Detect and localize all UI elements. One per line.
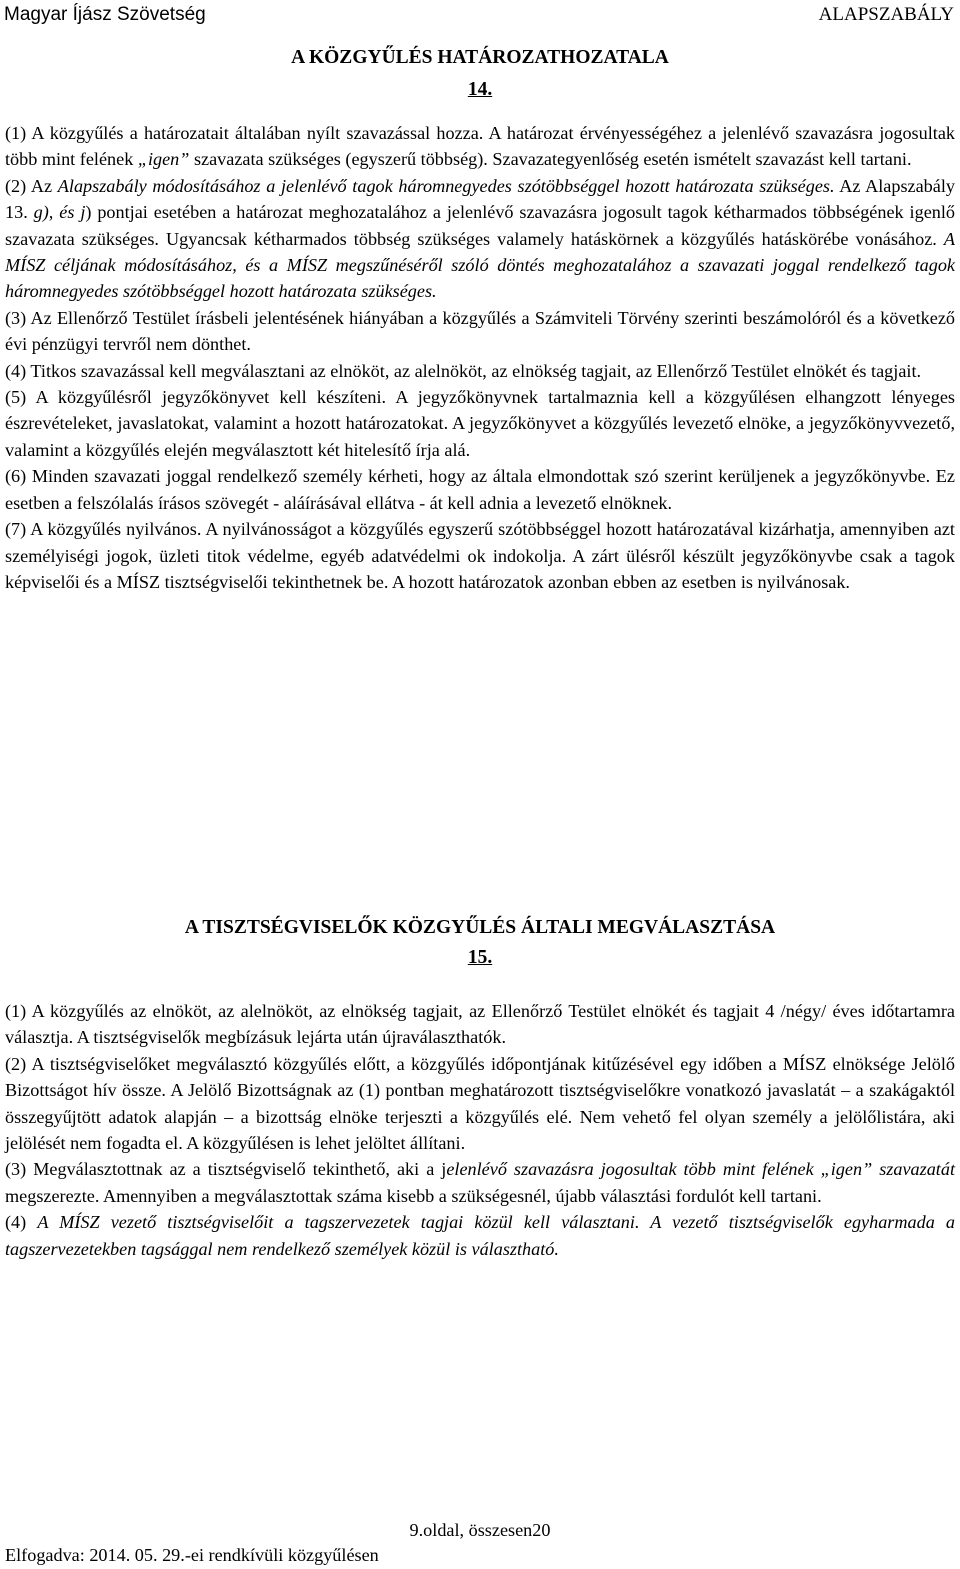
header-organization: Magyar Íjász Szövetség (4, 4, 206, 25)
section-14-body (5, 120, 955, 595)
paragraph: (4) A MÍSZ vezető tisztségviselőit a tagszervezetek tagjai közül kell választani. A vezető tisztségviselők egyharmada a tagszervezetekben tagsággal nem rendelkező személyek közül is választható. (5, 1212, 955, 1259)
paragraph: (7) A közgyűlés nyilvános. A nyilvánosságot a közgyűlés egyszerű szótöbbséggel hozott határozatával kizárhatja, amennyiben azt személyiségi jogok, üzleti titok védelme, egyéb adatvédelmi ok indokolja. A zárt ülésről készült jegyzőkönyvbe csak a tagok képviselői és a MÍSZ tisztségviselői tekinthetnek be. A hozott határozatok azonban ebben az esetben is nyilvánosak. (5, 519, 955, 592)
section-15-number: 15. (467, 947, 493, 968)
paragraph: (1) A közgyűlés az elnököt, az alelnököt, az elnökség tagjait, az Ellenőrző Testület elnökét és tagjait 4 /négy/ éves időtartamra választja. A tisztségviselők megbízásuk lejárta után újraválaszthatók. (5, 1001, 955, 1048)
paragraph: (3) Az Ellenőrző Testület írásbeli jelentésének hiányában a közgyűlés a Számviteli Törvény szerinti beszámolóról és a következő évi pénzügyi tervről nem dönthet. (5, 307, 955, 355)
page-header (4, 2, 954, 32)
section-14-number: 14. (467, 79, 493, 100)
paragraph: (1) A közgyűlés a határozatait általában nyílt szavazással hozza. A határozat érvényességéhez a jelenlévő szavazásra jogosultak több mint felének „igen” szavazata szükséges (egyszerű többség). Szavazategyenlőség esetén ismételt szavazást kell tartani. (5, 123, 955, 170)
paragraph: (6) Minden szavazati joggal rendelkező személy kérheti, hogy az általa elmondottak szó szerint kerüljenek a jegyzőkönyvbe. Ez esetben a felszólalás írásos szövegét - aláírásával ellátva - át kell adnia a levezető elnöknek. (5, 466, 955, 513)
paragraph: (4) Titkos szavazással kell megválasztani az elnököt, az alelnököt, az elnökség tagjait, az Ellenőrző Testület elnökét és tagjait. (5, 360, 922, 381)
section-14-title: A KÖZGYŰLÉS HATÁROZATHOZATALA (291, 47, 669, 68)
section-15-body (5, 998, 955, 1262)
paragraph: (3) Megválasztottnak az a tisztségviselő tekinthető, aki a jelenlévő szavazásra jogosultak több mint felének „igen” szavazatát megszerezte. Amennyiben a megválasztottak száma kisebb a szükségesnél, újabb választási fordulót kell tartani. (5, 1159, 956, 1206)
header-document-title: ALAPSZABÁLY (818, 4, 954, 25)
paragraph: (2) Az Alapszabály módosításához a jelenlévő tagok háromnegyedes szótöbbséggel hozott határozata szükséges. Az Alapszabály 13. g), és j) pontjai esetében a határozat meghozatalához a jelenlévő szavazásra jogosult tagok kétharmados többségének igenlő szavazata szükséges. Ugyancsak kétharmados többség szükséges valamely hatáskörnek a közgyűlés hatáskörébe vonásához. A MÍSZ céljának módosításához, és a MÍSZ megszűnéséről szóló döntés meghozatalához a szavazati joggal rendelkező tagok háromnegyedes szótöbbséggel hozott határozata szükséges. (5, 175, 956, 302)
section-15-title: A TISZTSÉGVISELŐK KÖZGYŰLÉS ÁLTALI MEGVÁLASZTÁSA (184, 917, 776, 938)
paragraph: (2) A tisztségviselőket megválasztó közgyűlés előtt, a közgyűlés időpontjának kitűzésével egy időben a MÍSZ elnöksége Jelölő Bizottságot hív össze. A Jelölő Bizottságnak az (1) pontban meghatározott tisztségviselőkre vonatkozó javaslatát – a szakágaktól összegyűjtött adatok alapján – a bizottság elnöke terjeszti a közgyűlés elé. Nem vehető fel olyan személy a jelölőlistára, aki jelölését nem fogadta el. A közgyűlésen is lehet jelöltet állítani. (5, 1053, 955, 1154)
footer-adoption-note: Elfogadva: 2014. 05. 29.-ei rendkívüli közgyűlésen (5, 1545, 379, 1565)
paragraph: (5) A közgyűlésről jegyzőkönyvet kell készíteni. A jegyzőkönyvnek tartalmaznia kell a közgyűlésen elhangzott lényeges észrevételeket, javaslatokat, valamint a hozott határozatokat. A jegyzőkönyvet a közgyűlés levezető elnöke, a jegyzőkönyvvezető, valamint a közgyűlés elején megválasztott két hitelesítő írja alá. (5, 387, 955, 460)
footer-page-number: 9.oldal, összesen20 (409, 1520, 551, 1540)
